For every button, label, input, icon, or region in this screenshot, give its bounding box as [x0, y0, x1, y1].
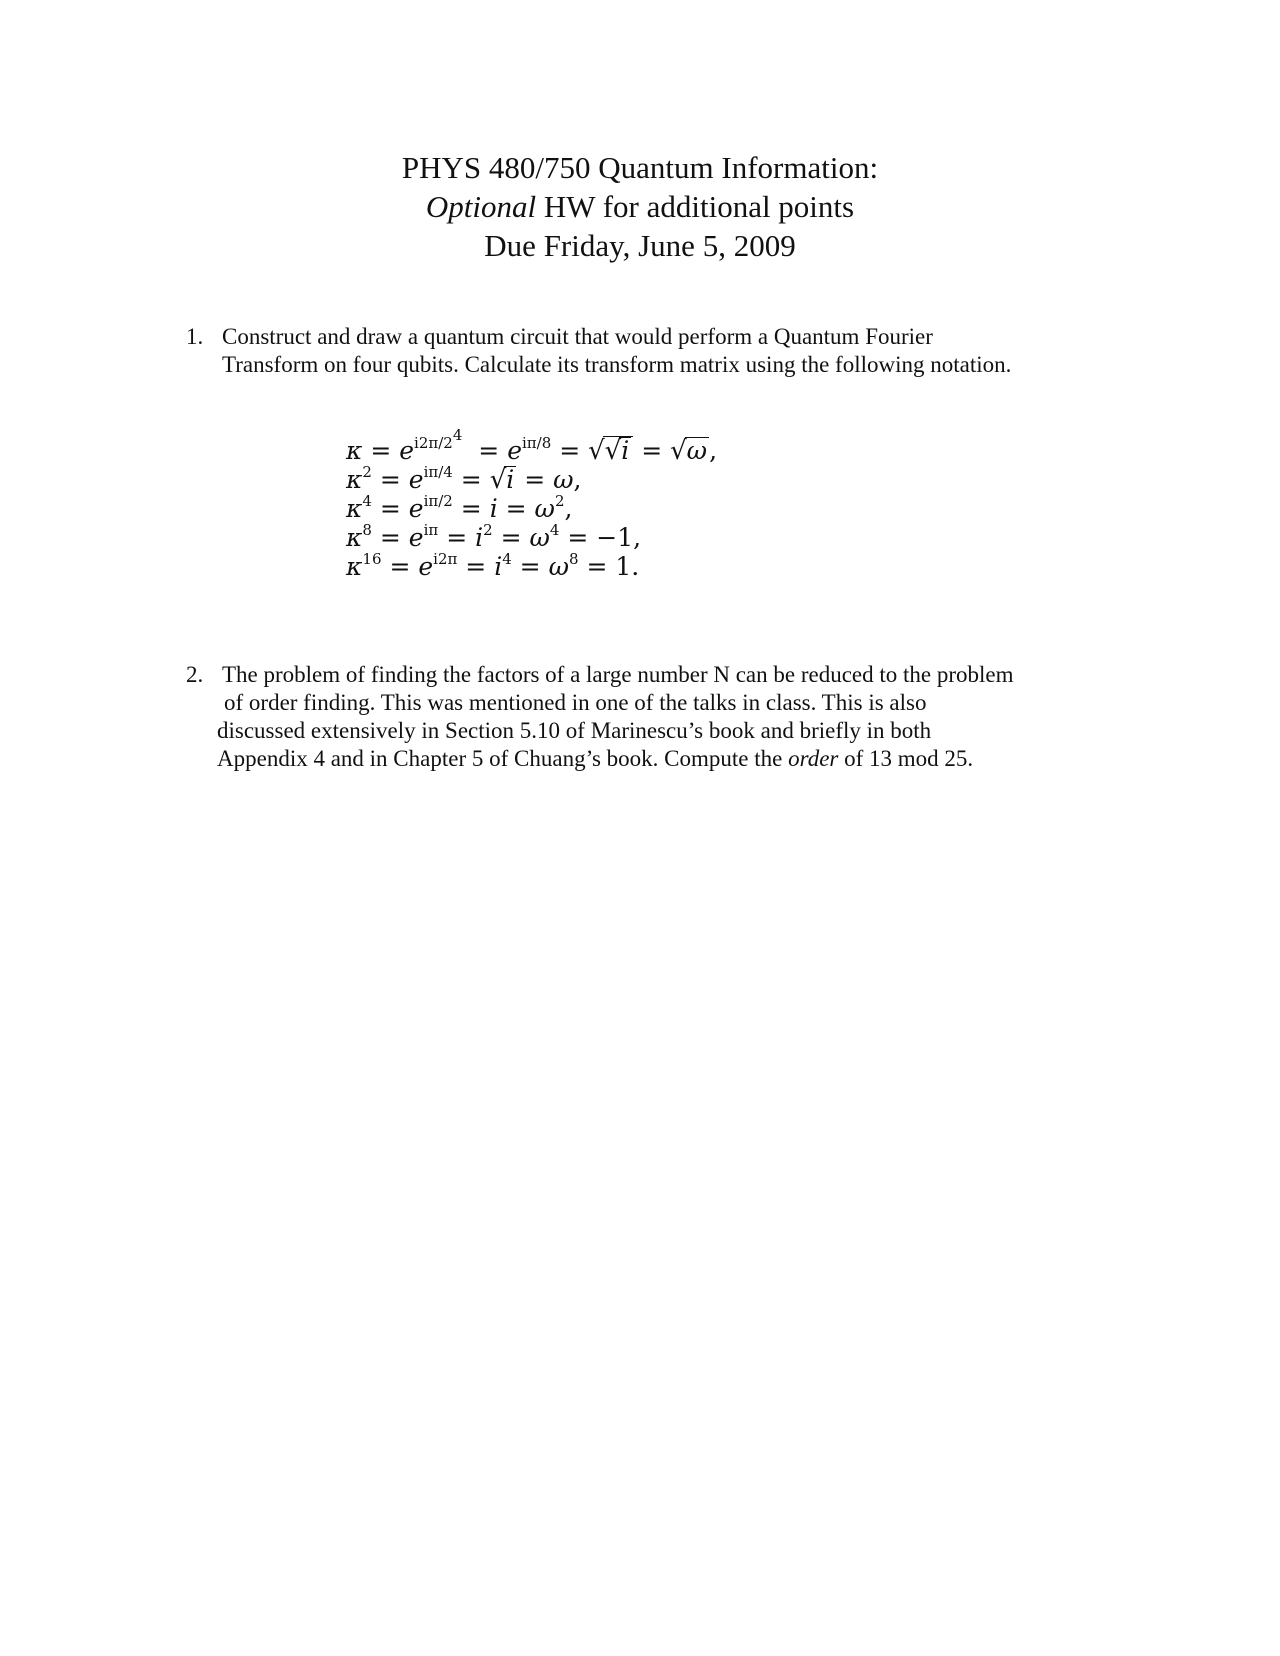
- eq1-exp-a: i2π/2: [414, 433, 453, 452]
- title-due-date: Due Friday, June 5, 2009: [484, 228, 796, 263]
- equation-line-3: $\kappa^4 = e^{i\pi/2} = i = \omega^2$,: [346, 491, 573, 523]
- equation-line-4: $\kappa^8 = e^{i\pi} = i^2 = \omega^4 = -1$,: [346, 520, 642, 552]
- eq4-exp: iπ: [423, 520, 439, 539]
- equation-line-2: $\kappa^2 = e^{i\pi/4} = √i = \omega$,: [346, 462, 582, 495]
- eq3-exp: iπ/2: [423, 491, 453, 510]
- eq1-exp-b: iπ/8: [521, 433, 552, 452]
- eq2-exp: iπ/4: [423, 462, 453, 481]
- problem-1-number: 1.: [186, 324, 204, 349]
- problem-2-line-4-post: of 13 mod 25.: [838, 746, 974, 771]
- problem-2-line-2: of order finding. This was mentioned in one of the talks in class. This is also: [224, 690, 927, 715]
- equation-line-1: $\kappa = e^{i2\pi/2^4} = e^{i\pi/8} = √√i = √\omega$,: [346, 425, 718, 466]
- title-course: PHYS 480/750 Quantum Information:: [401, 150, 879, 185]
- header: [0, 148, 1280, 265]
- problem-2-order: order: [788, 746, 839, 771]
- eq5-result: 1.: [615, 552, 640, 581]
- equation-line-5: $\kappa^{16} = e^{i2\pi} = i^4 = \omega^8 = 1$.: [346, 549, 640, 581]
- eq4-result: −1,: [596, 523, 642, 552]
- problem-1-line-2: Transform on four qubits. Calculate its transform matrix using the following notation.: [222, 352, 1012, 377]
- title-subtitle-rest: HW for additional points: [536, 189, 855, 224]
- eq1-exp-sup: 4: [452, 425, 463, 444]
- problem-2-line-4: [217, 744, 973, 773]
- title-optional: Optional: [425, 189, 537, 224]
- eq5-exp: i2π: [433, 549, 458, 568]
- problem-2: [186, 660, 1086, 780]
- equation-block: [346, 425, 718, 581]
- problem-2-line-4-pre: Appendix 4 and in Chapter 5 of Chuang’s book. Compute the: [217, 746, 789, 771]
- problem-1: [186, 322, 1086, 382]
- title-subtitle: [0, 187, 1280, 226]
- problem-2-line-3: discussed extensively in Section 5.10 of Marinescu’s book and briefly in both: [217, 718, 932, 743]
- problem-2-number: 2.: [186, 662, 204, 687]
- problem-1-line-1: Construct and draw a quantum circuit that would perform a Quantum Fourier: [222, 324, 933, 349]
- problem-2-line-1: The problem of finding the factors of a large number N can be reduced to the problem: [222, 662, 1014, 687]
